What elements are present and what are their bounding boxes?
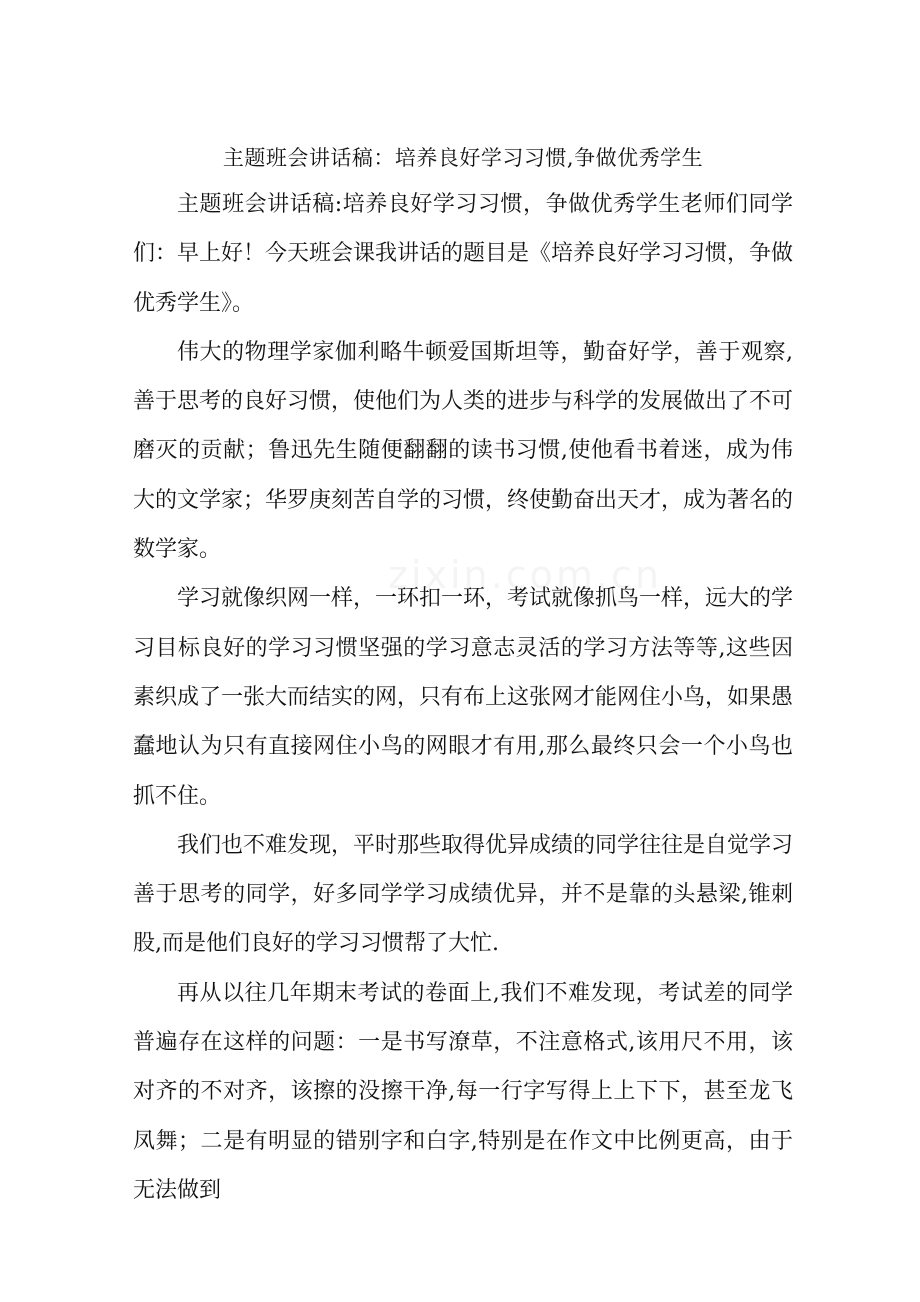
document-title: 主题班会讲话稿：培养良好学习习惯,争做优秀学生 [222, 146, 704, 170]
paragraph-4: 我们也不难发现，平时那些取得优异成绩的同学往往是自觉学习善于思考的同学，好多同学学习成绩优异，并不是靠的头悬梁,锥刺股,而是他们良好的学习习惯帮了大忙. [133, 832, 794, 957]
paragraph-1: 主题班会讲话稿:培养良好学习习惯，争做优秀学生老师们同学们：早上好！今天班会课我讲话的题目是《培养良好学习习惯，争做优秀学生》。 [133, 192, 794, 316]
paragraph-3: 学习就像织网一样，一环扣一环，考试就像抓鸟一样，远大的学习目标良好的学习习惯坚强的学习意志灵活的学习方法等等,这些因素织成了一张大而结实的网，只有布上这张网才能网住小鸟，如果愚蠢地认为只有直接网住小鸟的网眼才有用,那么最终只会一个小鸟也抓不住。 [133, 586, 794, 809]
paragraph-2: 伟大的物理学家伽利略牛顿爱国斯坦等，勤奋好学，善于观察,善于思考的良好习惯，使他们为人类的进步与科学的发展做出了不可磨灭的贡献；鲁迅先生随便翻翻的读书习惯,使他看书着迷，成为伟大的文学家；华罗庚刻苦自学的习惯，终使勤奋出天才，成为著名的数学家。 [133, 339, 794, 563]
paragraph-5: 再从以往几年期末考试的卷面上,我们不难发现，考试差的同学普遍存在这样的问题：一是书写潦草，不注意格式,该用尺不用，该对齐的不对齐，该擦的没擦干净,每一行字写得上上下下，甚至龙飞凤舞；二是有明显的错别字和白字,特别是在作文中比例更高，由于无法做到 [133, 980, 793, 1203]
document-body [133, 136, 793, 1215]
